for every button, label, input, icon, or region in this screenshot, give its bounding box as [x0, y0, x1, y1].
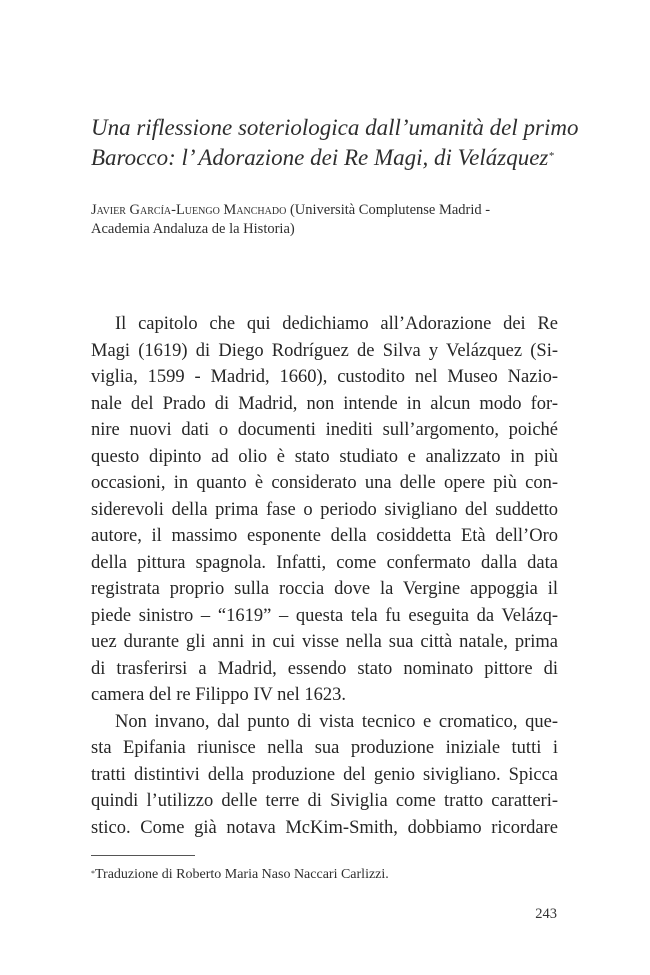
author-affiliation-2: Academia Andaluza de la Historia)	[91, 221, 295, 237]
footnote-divider	[91, 855, 195, 856]
chapter-title-line-2-text: Barocco: l’ Adorazione dei Re Magi, di Velázquez	[91, 145, 549, 170]
body-line: occasioni, in quanto è considerato una delle opere più con-	[91, 473, 558, 493]
body-line: questo dipinto ad olio è stato studiato e analizzato in più	[91, 446, 558, 467]
author-name: Javier García-Luengo Manchado	[91, 202, 287, 218]
body-line: sta Epifania riunisce nella sua produzione iniziale tutti i	[91, 738, 558, 758]
body-line: Magi (1619) di Diego Rodríguez de Silva y Velázquez (Si-	[91, 340, 558, 361]
author-block	[91, 201, 571, 239]
body-line: nale del Prado di Madrid, non intende in alcun modo for-	[91, 393, 558, 414]
body-line: quindi l’utilizzo delle terre di Siviglia come tratto caratteri-	[91, 791, 558, 811]
footnote-mark: *	[91, 869, 95, 878]
body-line: stico. Come già notava McKim-Smith, dobbiamo ricordare	[91, 817, 558, 838]
body-line: di trasferirsi a Madrid, essendo stato nominato pittore di	[91, 658, 558, 679]
page-number: 243	[535, 906, 557, 922]
chapter-title-line-2	[91, 143, 571, 173]
body-line: siderevoli della prima fase o periodo sivigliano del suddetto	[91, 499, 558, 520]
body-line: Il capitolo che qui dedichiamo all’Adorazione dei Re	[115, 314, 558, 334]
body-line: viglia, 1599 - Madrid, 1660), custodito nel Museo Nazio-	[91, 367, 558, 387]
body-text	[91, 311, 558, 841]
footnote	[91, 866, 389, 884]
body-line: piede sinistro – “1619” – questa tela fu eseguita da Velázq-	[91, 605, 558, 626]
body-line: Non invano, dal punto di vista tecnico e cromatico, que-	[115, 711, 558, 732]
body-line: camera del re Filippo IV nel 1623.	[91, 685, 346, 705]
body-line: tratti distintivi della produzione del genio sivigliano. Spicca	[91, 764, 558, 785]
body-line: uez durante gli anni in cui visse nella sua città natale, prima	[91, 632, 558, 652]
footnote-text: Traduzione di Roberto Maria Naso Naccari Carlizzi.	[95, 867, 389, 882]
author-affiliation-1: (Università Complutense Madrid -	[286, 202, 491, 218]
chapter-title-line-1: Una riflessione soteriologica dall’umanità del primo	[91, 115, 579, 140]
body-line: della pittura spagnola. Infatti, come confermato dalla data	[91, 552, 558, 573]
body-line: registrata proprio sulla roccia dove la Vergine appoggia il	[91, 579, 558, 599]
body-line: nire nuovi dati o documenti inediti sull’argomento, poiché	[91, 420, 558, 440]
author-line-1	[91, 201, 571, 220]
title-footnote-mark: *	[548, 150, 554, 162]
body-line: autore, il massimo esponente della cosiddetta Età dell’Oro	[91, 526, 558, 546]
chapter-title	[91, 113, 579, 173]
